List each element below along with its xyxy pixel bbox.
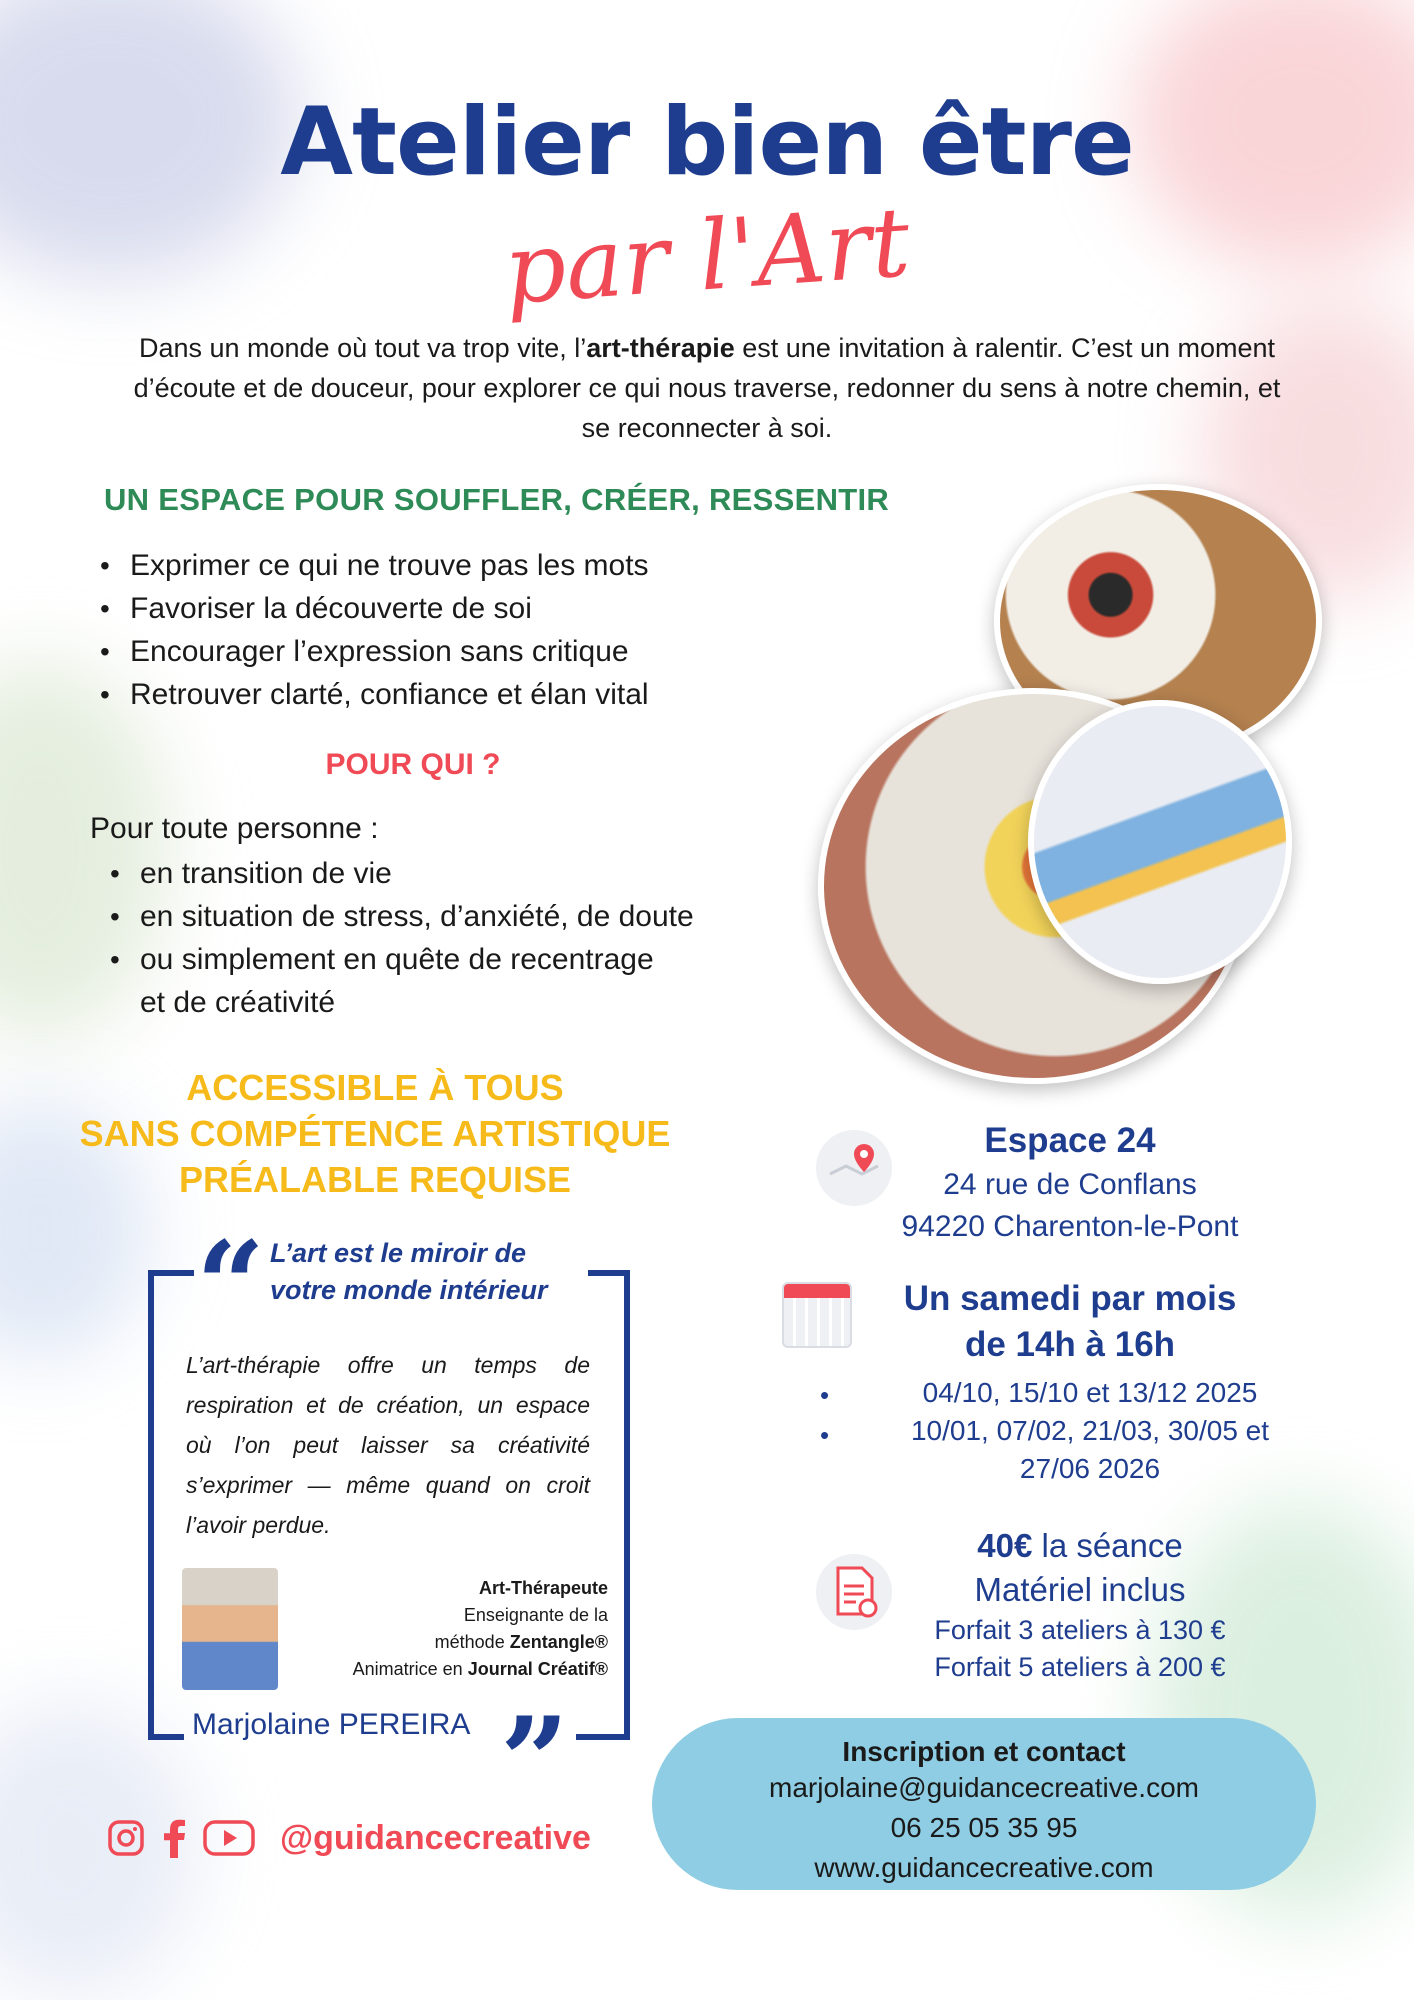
quote-body: L’art-thérapie offre un temps de respiration et de création, un espace où l’on peut laisser sa créativité s’exprimer — même quand on croit l’avoir perdue. (186, 1352, 590, 1538)
list-item: • Favoriser la découverte de soi (100, 587, 800, 630)
list-item: • en situation de stress, d’anxiété, de doute (110, 895, 810, 938)
section-heading-pour-qui: POUR QUI ? (325, 748, 501, 781)
list-item: • Encourager l’expression sans critique (100, 630, 800, 673)
price-included: Matériel inclus (974, 1571, 1186, 1608)
quote-title: L’art est le miroir de votre monde intérieur (270, 1238, 548, 1305)
contact-phone[interactable]: 06 25 05 35 95 (890, 1812, 1078, 1843)
open-quote-icon: “ (196, 1215, 266, 1356)
section-heading-espace: UN ESPACE POUR SOUFFLER, CRÉER, RESSENTIR (104, 482, 890, 517)
dates-2025: 04/10, 15/10 et 13/12 2025 (922, 1377, 1258, 1408)
location-street: 24 rue de Conflans (943, 1168, 1197, 1201)
schedule-line1: Un samedi par mois (903, 1279, 1237, 1318)
contact-panel (652, 1718, 1316, 1890)
list-item: • Exprimer ce qui ne trouve pas les mots (100, 544, 800, 587)
location-block (840, 1118, 1300, 1248)
quote-frame-top-left (148, 1270, 194, 1276)
intro-bold: art-thérapie (586, 333, 735, 363)
dates-2026: 10/01, 07/02, 21/03, 30/05 et 27/06 2026 (910, 1415, 1270, 1484)
facebook-icon[interactable] (160, 1818, 188, 1858)
forfait-3: Forfait 3 ateliers à 130 € (934, 1615, 1226, 1645)
pour-qui-list (110, 852, 810, 1024)
author-roles: Art-Thérapeute Enseignante de la méthode Zentangle® Animatrice en Journal Créatif® (352, 1578, 608, 1679)
instagram-icon[interactable] (106, 1818, 146, 1858)
schedule-block (860, 1276, 1280, 1368)
price-block (880, 1524, 1280, 1686)
contact-website[interactable]: www.guidancecreative.com (814, 1852, 1154, 1883)
forfait-5: Forfait 5 ateliers à 200 € (934, 1652, 1226, 1682)
social-bar (106, 1818, 591, 1858)
social-handle[interactable]: @guidancecreative (280, 1818, 591, 1857)
date-bullet: • (820, 1420, 830, 1450)
page-subtitle-script: par l'Art (500, 185, 914, 327)
page-title: Atelier bien être (280, 88, 1134, 197)
accessible-banner: ACCESSIBLE À TOUS SANS COMPÉTENCE ARTISTIQUE PRÉALABLE REQUISE (79, 1067, 671, 1200)
quote-frame-bottom-left (148, 1734, 184, 1740)
intro-paragraph: Dans un monde où tout va trop vite, l’art-thérapie est une invitation à ralentir. C’est un moment d’écoute et de douceur, pour explorer ce qui nous traverse, redonner du sens à notre chemin, et se reconnecter à soi. (133, 333, 1281, 443)
espace-list (100, 544, 800, 716)
location-city: 94220 Charenton-le-Pont (901, 1210, 1239, 1243)
date-bullet: • (820, 1380, 830, 1410)
photo-rainbow-drawing (1028, 700, 1292, 984)
schedule-line2: de 14h à 16h (964, 1325, 1176, 1364)
calendar-icon (782, 1282, 852, 1348)
pour-qui-lead: Pour toute personne : (90, 812, 379, 845)
list-item: • ou simplement en quête de recentrage et de créativité (110, 938, 660, 1024)
contact-title: Inscription et contact (842, 1736, 1126, 1767)
contact-email[interactable]: marjolaine@guidancecreative.com (769, 1772, 1199, 1803)
list-item: • en transition de vie (110, 852, 810, 895)
author-name: Marjolaine PEREIRA (192, 1708, 471, 1741)
quote-frame-bottom-right (576, 1734, 624, 1740)
list-item: • Retrouver clarté, confiance et élan vital (100, 673, 800, 716)
location-place: Espace 24 (984, 1121, 1156, 1160)
youtube-icon[interactable] (202, 1818, 256, 1858)
price-line: 40€ la séance (977, 1527, 1183, 1564)
avatar (182, 1568, 278, 1690)
close-quote-icon: ” (500, 1691, 570, 1832)
